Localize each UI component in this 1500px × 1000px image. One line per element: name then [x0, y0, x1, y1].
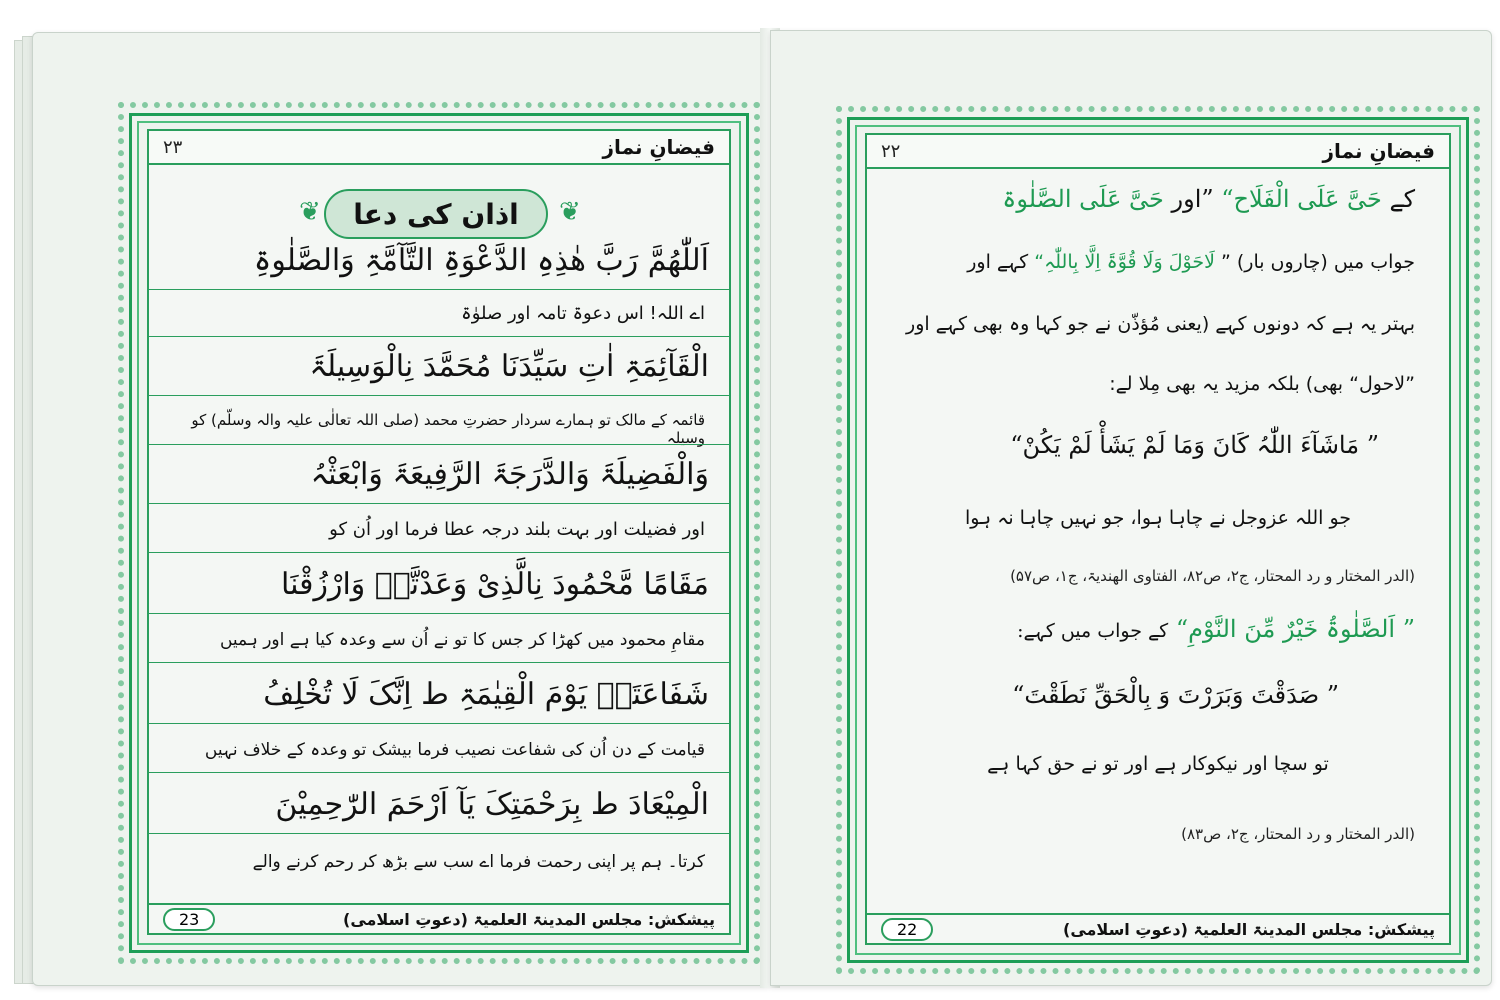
arabic-green-segment: ” اَلصَّلٰوۃُ خَیْرٌ مِّنَ النَّوْمِ“ — [1175, 615, 1415, 643]
header-page-number: ۲۳ — [163, 136, 183, 158]
footer-publisher: پیشکش: مجلس المدینۃ العلمیۃ (دعوتِ اسلامی) — [343, 909, 715, 929]
text-line-5 — [867, 615, 1449, 643]
rule-line — [149, 395, 729, 396]
arabic-line-3: وَالْفَضِیلَۃَ وَالدَّرَجَۃَ الرَّفِیعَۃَ وَابْعَثْہُ — [310, 457, 709, 492]
ornament-icon: ❦ — [299, 197, 321, 227]
text-line-4: ”لاحول“ بھی) بلکہ مزید یہ بھی مِلا لے: — [1109, 373, 1415, 395]
left-page — [32, 32, 769, 986]
text-segment: جواب میں (چاروں بار) ” — [1220, 251, 1415, 273]
arabic-line-5: شَفَاعَتَہٗ یَوْمَ الْقِیٰمَۃِ ط اِنَّکَ لَا تُخْلِفُ — [263, 677, 709, 712]
arabic-reply-line: ” صَدَقْتَ وَبَرَرْتَ وَ بِالْحَقِّ نَطَقْتَ“ — [1012, 681, 1339, 709]
header-page-number: ۲۲ — [881, 140, 901, 162]
urdu-line-4: مقامِ محمود میں کھڑا کر جس کا تو نے اُن سے وعدہ کیا ہے اور ہمیں — [219, 630, 705, 650]
page-footer — [149, 903, 729, 933]
page-header — [867, 135, 1449, 169]
header-title: فیضانِ نماز — [602, 135, 715, 159]
open-book — [10, 18, 1492, 990]
translation-line-2: تو سچا اور نیکوکار ہے اور تو نے حق کہا ہے — [987, 753, 1329, 775]
translation-line-1: جو اللہ عزوجل نے چاہا ہوا، جو نہیں چاہا نہ ہوا — [964, 507, 1352, 529]
right-page-content — [865, 133, 1451, 945]
text-segment: کے جواب میں کہے: — [1017, 620, 1169, 642]
header-title: فیضانِ نماز — [1322, 139, 1435, 163]
arabic-green-segment: لَاحَوْلَ وَلَا قُوَّۃَ اِلَّا بِاللّٰہِ“ — [1034, 251, 1215, 273]
rule-line — [149, 613, 729, 614]
arabic-line-6: الْمِیْعَادَ ط بِرَحْمَتِکَ یَآ اَرْحَمَ الرّٰحِمِیْنَ — [275, 787, 709, 822]
footer-page-number: 22 — [881, 918, 933, 941]
urdu-line-1: اے اللہ! اس دعوۃ تامہ اور صلوٰۃ — [461, 303, 705, 324]
rule-line — [149, 289, 729, 290]
reference-line-1: (الدر المختار و رد المحتار، ج۲، ص۸۲، الفتاوی الھندیۃ، ج۱، ص۵۷) — [1010, 567, 1415, 585]
rule-line — [149, 444, 729, 445]
rule-line — [149, 723, 729, 724]
arabic-line-2: الْقَآئِمَۃِ اٰتِ سَیِّدَنَا مُحَمَّدَ نِالْوَسِیلَۃَ — [309, 349, 709, 384]
text-line-3: بہتر یہ ہے کہ دونوں کہے (یعنی مُؤذّن نے جو کہا وہ بھی کہے اور — [906, 313, 1415, 335]
urdu-line-3: اور فضیلت اور بہت بلند درجہ عطا فرما اور اُن کو — [329, 519, 705, 540]
arabic-green-segment: حَیَّ عَلَی الصَّلٰوۃ — [1002, 185, 1164, 213]
reference-line-2: (الدر المختار و رد المحتار، ج۲، ص۸۳) — [1181, 825, 1415, 843]
text-segment: کے — [1389, 185, 1415, 213]
rule-line — [149, 662, 729, 663]
text-line-2 — [867, 251, 1449, 273]
text-line-1 — [867, 185, 1449, 213]
arabic-line-4: مَقَامًا مَّحْمُودَ نِالَّذِیْ وَعَدْتَّہٗ وَارْزُقْنَا — [280, 567, 709, 602]
footer-page-number: 23 — [163, 908, 215, 931]
right-page — [770, 30, 1492, 986]
text-segment: کہے اور — [967, 251, 1029, 273]
footer-publisher: پیشکش: مجلس المدینۃ العلمیۃ (دعوتِ اسلامی) — [1063, 919, 1435, 939]
urdu-line-2: قائمہ کے مالک تو ہمارے سردار حضرتِ محمد (صلی اللہ تعالٰی علیہ والہ وسلّم) کو وسیلہ — [191, 411, 705, 447]
rule-line — [149, 336, 729, 337]
urdu-line-6: کرتا۔ ہم پر اپنی رحمت فرما اے سب سے بڑھ کر رحم کرنے والے — [252, 852, 705, 872]
urdu-line-5: قیامت کے دن اُن کی شفاعت نصیب فرما بیشک تو وعدہ کے خلاف نہیں — [204, 740, 705, 760]
arabic-dhikr-line: ” مَاشَآءَ اللّٰہُ کَانَ وَمَا لَمْ یَشَأْ لَمْ یَکُنْ“ — [1010, 431, 1379, 459]
rule-line — [149, 833, 729, 834]
rule-line — [149, 772, 729, 773]
rule-line — [149, 503, 729, 504]
page-footer — [867, 913, 1449, 943]
rule-line — [149, 552, 729, 553]
ornament-icon: ❦ — [559, 197, 581, 227]
arabic-line-1: اَللّٰھُمَّ رَبَّ ھٰذِہِ الدَّعْوَۃِ التَّآمَّۃِ وَالصَّلٰوۃِ — [253, 243, 709, 278]
page-header — [149, 131, 729, 165]
text-segment: ”اور — [1171, 185, 1214, 213]
arabic-green-segment: حَیَّ عَلَی الْفَلَاح“ — [1221, 185, 1382, 213]
left-page-content — [147, 129, 731, 935]
dua-heading: اذان کی دعا — [324, 189, 548, 239]
